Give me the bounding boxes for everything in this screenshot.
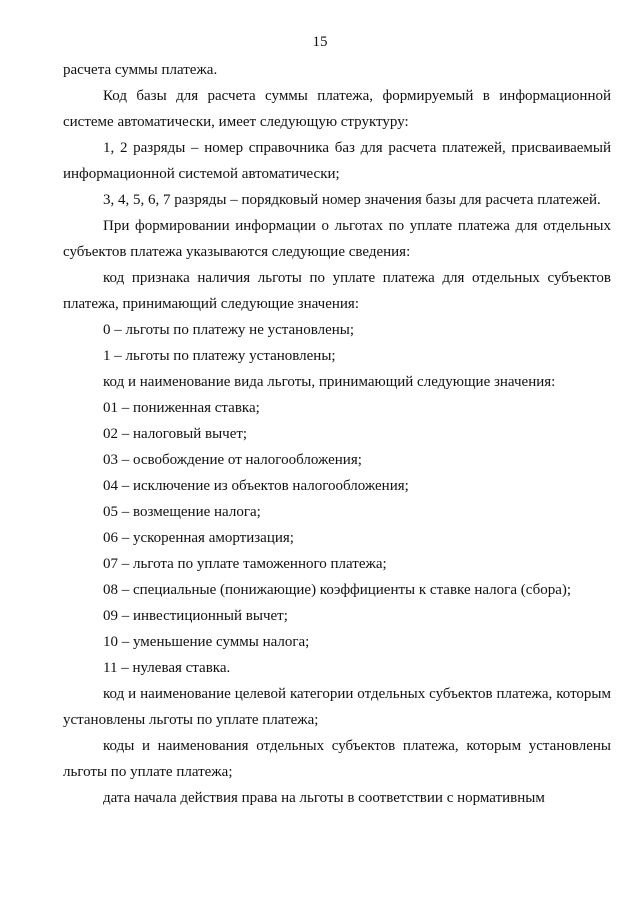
paragraph-digits-3-7: 3, 4, 5, 6, 7 разряды – порядковый номер значения базы для расчета платежей. bbox=[103, 192, 601, 208]
list-item-benefit-08: 08 – специальные (понижающие) коэффициенты к ставке налога (сбора); bbox=[103, 582, 572, 598]
list-item-benefit-01: 01 – пониженная ставка; bbox=[103, 400, 260, 416]
list-item-benefit-02: 02 – налоговый вычет; bbox=[103, 426, 248, 442]
list-item-benefit-07: 07 – льгота по уплате таможенного платежа; bbox=[103, 556, 387, 572]
list-item-benefit-09: 09 – инвестиционный вычет; bbox=[103, 608, 288, 624]
list-item-benefit-06: 06 – ускоренная амортизация; bbox=[103, 530, 294, 546]
paragraph-continuation: расчета суммы платежа. bbox=[63, 62, 218, 78]
paragraph-benefit-flag-code: код признака наличия льготы по уплате платежа для отдельных субъектов платежа, принимающий следующие значения: bbox=[63, 270, 611, 312]
paragraph-subject-codes: коды и наименования отдельных субъектов платежа, которым установлены льготы по уплате платежа; bbox=[63, 738, 611, 780]
page-number: 15 bbox=[312, 34, 328, 50]
list-item-benefit-10: 10 – уменьшение суммы налога; bbox=[103, 634, 310, 650]
paragraph-digits-1-2: 1, 2 разряды – номер справочника баз для расчета платежей, присваиваемый информационной системой автоматически; bbox=[63, 140, 611, 182]
paragraph-target-category: код и наименование целевой категории отдельных субъектов платежа, которым установлены льготы по уплате платежа; bbox=[63, 686, 611, 728]
paragraph-benefit-type-code: код и наименование вида льготы, принимающий следующие значения: bbox=[103, 374, 556, 390]
paragraph-start-date: дата начала действия права на льготы в соответствии с нормативным bbox=[103, 790, 545, 806]
paragraph-benefits-intro: При формировании информации о льготах по уплате платежа для отдельных субъектов платежа указываются следующие сведения: bbox=[63, 218, 611, 260]
list-item-benefit-03: 03 – освобождение от налогообложения; bbox=[103, 452, 362, 468]
list-item-benefit-11: 11 – нулевая ставка. bbox=[103, 660, 231, 676]
list-item-flag-1: 1 – льготы по платежу установлены; bbox=[103, 348, 336, 364]
paragraph-base-code-structure: Код базы для расчета суммы платежа, формируемый в информационной системе автоматически, имеет следующую структуру: bbox=[63, 88, 611, 130]
document-body bbox=[63, 57, 611, 811]
list-item-benefit-05: 05 – возмещение налога; bbox=[103, 504, 261, 520]
list-item-benefit-04: 04 – исключение из объектов налогообложения; bbox=[103, 478, 409, 494]
list-item-flag-0: 0 – льготы по платежу не установлены; bbox=[103, 322, 354, 338]
